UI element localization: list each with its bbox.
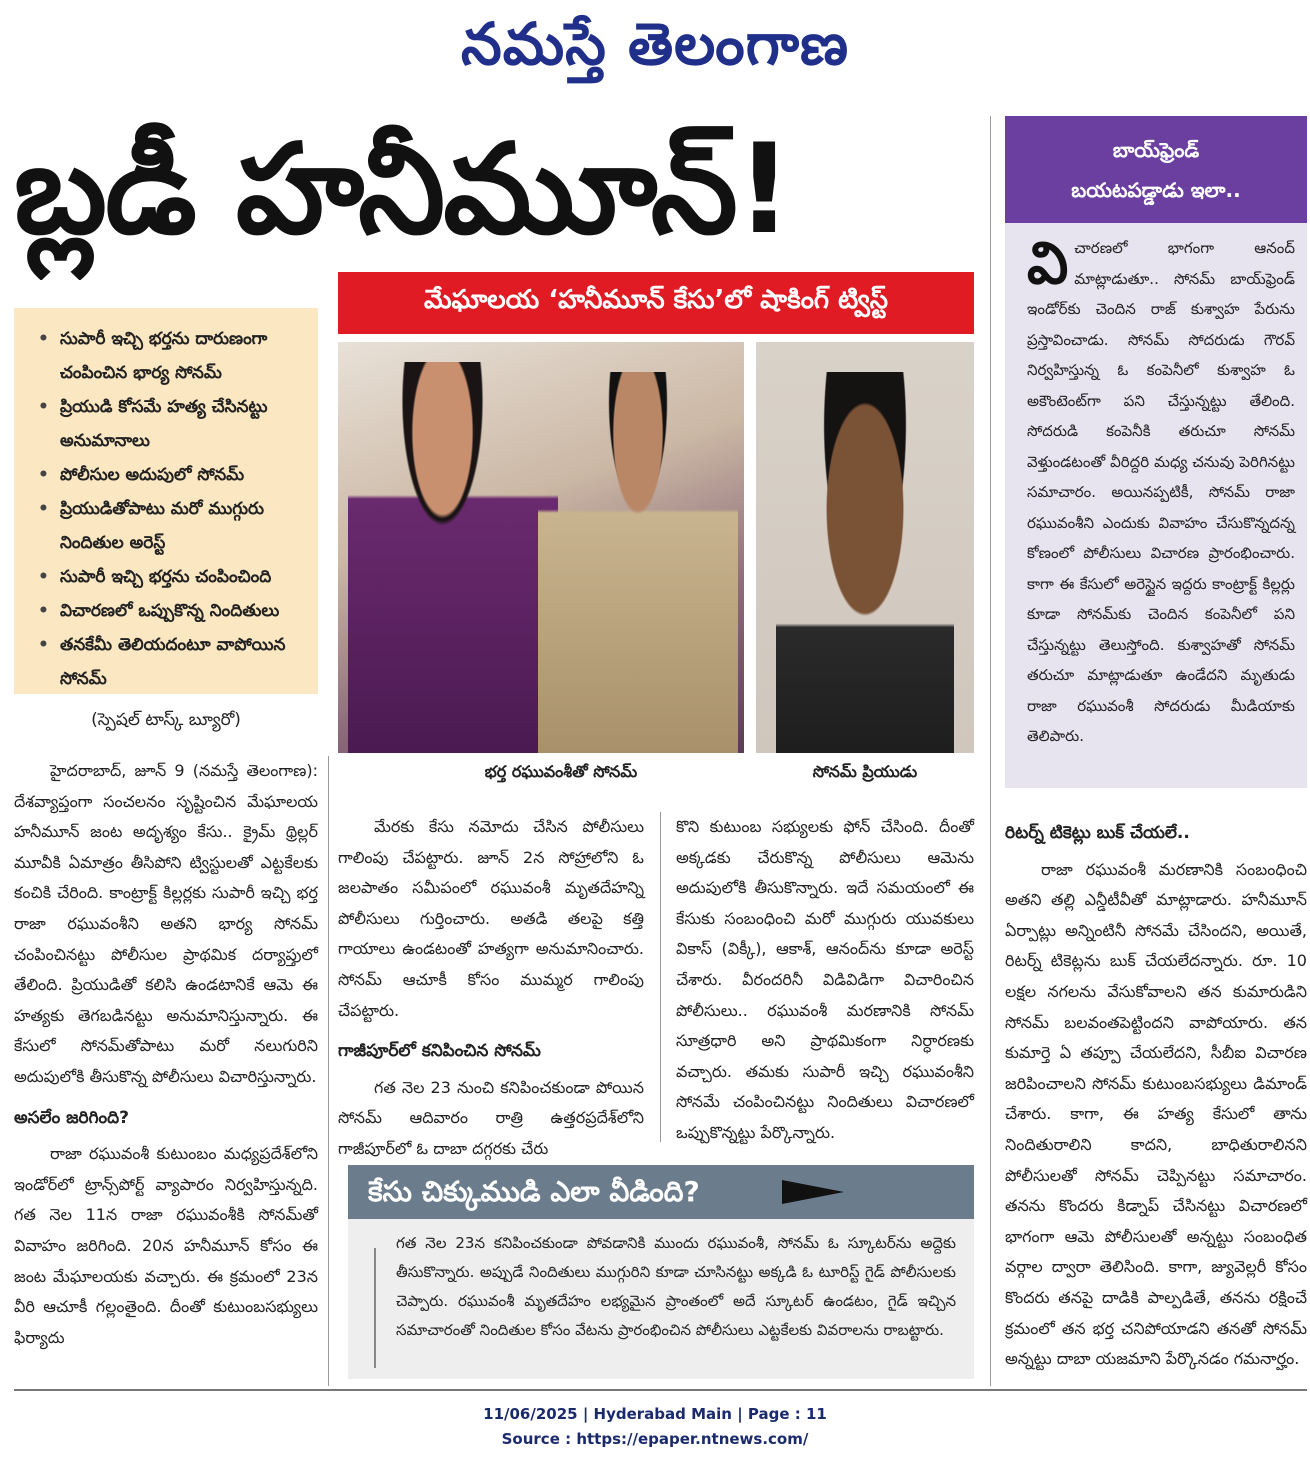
- column-divider: [660, 812, 661, 1142]
- couple-photo: [338, 342, 744, 753]
- photo2-caption: సోనమ్ ప్రియుడు: [812, 762, 918, 781]
- article-paragraph: రాజా రఘువంశీ కుటుంబం మధ్యప్రదేశ్‌లోని ఇండోర్‌లో ట్రాన్స్‌పోర్ట్ వ్యాపారం నిర్వహిస్తున్నది. గత నెల 11న రాజా రఘువంశీకి సోనమ్‌తో వివాహం జరిగింది. 20న హనీమూన్ కోసం ఈ జంట మేఘాలయకు వచ్చారు. ఈ క్రమంలో 23న వీరి ఆచూకీ గల్లంతైంది. దీంతో కుటుంబసభ్యులు ఫిర్యాదు: [14, 1144, 318, 1347]
- article-column-3: [676, 812, 974, 1142]
- highlight-item: • ప్రియుడితోపాటు మరో ముగ్గురు నిందితుల అరెస్ట్: [36, 492, 308, 560]
- red-banner-subheadline: మేఘాలయ ‘హనీమూన్ కేసు’లో షాకింగ్ ట్విస్ట్: [338, 272, 974, 334]
- section-subhead: గాజీపూర్‌లో కనిపించిన సోనమ్: [338, 1041, 541, 1062]
- section-subhead: అసలేం జరిగింది?: [14, 1107, 130, 1128]
- case-box-body: గత నెల 23న కనిపించకుండా పోవడానికి ముందు రఘువంశీ, సోనమ్ ఓ స్కూటర్‌ను అద్దెకు తీసుకొన్నారు. అప్పుడే నిందితులు ముగ్గురిని కూడా చూసినట్టు అక్కడి ఓ టూరిస్ట్ గైడ్ పోలీసులకు చెప్పారు. రఘువంశీ మృతదేహం లభ్యమైన ప్రాంతంలో అదే స్కూటర్ ఉండటం, గైడ్ ఇచ్చిన సమాచారంతో నిందితుల కోసం వేటను ప్రారంభించిన పోలీసులు ఎట్టకేలకు వివరాలను రాబట్టారు.: [348, 1219, 974, 1379]
- highlight-item: • సుపారీ ఇచ్చి భర్తను చంపించింది: [36, 560, 308, 594]
- footer-divider: [14, 1389, 1307, 1391]
- sidebox-title: [1005, 116, 1307, 223]
- article-paragraph: కొని కుటుంబ సభ్యులకు ఫోన్ చేసింది. దీంతో అక్కడకు చేరుకొన్న పోలీసులు ఆమెను అదుపులోకి తీసుకొన్నారు. ఇదే సమయంలో ఈ కేసుకు సంబంధించి మరో ముగ్గురు యువకులు వికాస్ (విక్కీ), ఆకాశ్, ఆనంద్‌ను కూడా అరెస్ట్ చేశారు. వీరందరినీ విడివిడిగా విచారించిన పోలీసులు.. రఘువంశీ మరణానికి సోనమ్ సూత్రధారి అని ప్రాథమికంగా నిర్ధారణకు వచ్చారు. తమకు సుపారీ ఇచ్చి రఘువంశీని సోనమే చంపించినట్టు నిందితులు విచారణలో ఒప్పుకొన్నట్టు పేర్కొన్నారు.: [676, 817, 974, 1142]
- newspaper-masthead: నమస్తే తెలంగాణ: [461, 10, 849, 78]
- main-headline: బ్లడీ హనీమూన్!: [14, 118, 791, 262]
- highlight-item: • సుపారీ ఇచ్చి భర్తను దారుణంగా చంపించిన భార్య సోనమ్: [36, 322, 308, 390]
- footer-edition-info: 11/06/2025 | Hyderabad Main | Page : 11: [483, 1405, 827, 1423]
- sidebox-text: చారణలో భాగంగా ఆనంద్ మాట్లాడుతూ.. సోనమ్ బాయ్‌ఫ్రెండ్ ఇండోర్‌కు చెందిన రాజ్ కుశ్వాహ పేరును ప్రస్తావించాడు. సోనమ్ సోదరుడు గౌరవ్ నిర్వహిస్తున్న ఓ కంపెనీలో కుశ్వాహ ఓ అకౌంటెంట్‌గా పని చేస్తున్నట్టు తేలింది. సోదరుడి కంపెనీకి తరుచూ సోనమ్ వెళ్తుండటంతో వీరిద్దరి మధ్య చనువు పెరిగినట్టు సమాచారం. అయినప్పటికీ, సోనమ్ రాజా రఘువంశీని ఎందుకు వివాహం చేసుకొన్నదన్న కోణంలో పోలీసులు విచారణ ప్రారంభించారు. కాగా ఈ కేసులో అరెస్టైన ఇద్దరు కాంట్రాక్ట్ కిల్లర్లు కూడా సోనమ్‌కు చెందిన కంపెనీలో పని చేస్తున్నట్టు తెలుస్తోంది. కుశ్వాహతో సోనమ్ తరుచూ మాట్లాడుతూ ఉండేదని మృతుడు రాజా రఘువంశీ సోదరుడు మీడియాకు తెలిపారు.: [1027, 239, 1295, 745]
- footer-source: Source : https://epaper.ntnews.com/: [501, 1430, 809, 1448]
- sidebox-title-line2: బయటపడ్డాడు ఇలా..: [1071, 178, 1241, 202]
- highlight-item: • విచారణలో ఒప్పుకొన్న నిందితులు: [36, 594, 308, 628]
- article-paragraph: హైదరాబాద్, జూన్ 9 (నమస్తే తెలంగాణ): దేశవ్యాప్తంగా సంచలనం సృష్టించిన మేఘాలయ హనీమూన్ జంట అదృశ్యం కేసు.. క్రైమ్ థ్రిల్లర్ మూవీకి ఏమాత్రం తీసిపోని ట్విస్టులతో ఎట్టకేలకు కంచికి చేరింది. కాంట్రాక్ట్ కిల్లర్లకు సుపారీ ఇచ్చి భర్త రాజా రఘువంశీని అతని భార్య సోనమ్ చంపించినట్టు పోలీసుల ప్రాథమిక దర్యాప్తులో తేలింది. ప్రియుడితో కలిసి ఉండటానికే ఆమె ఈ హత్యకు తెగబడినట్టు అనుమానిస్తున్నారు. ఈ కేసులో సోనమ్‌తోపాటు మరో నలుగురిని అదుపులోకి తీసుకొన్న పోలీసులు విచారిస్తున్నారు.: [14, 761, 318, 1086]
- case-box-title: కేసు చిక్కుముడి ఎలా వీడింది?: [348, 1165, 974, 1219]
- man-figure: [538, 372, 738, 753]
- article-paragraph: గత నెల 23 నుంచి కనిపించకుండా పోయిన సోనమ్ ఆదివారం రాత్రి ఉత్తరప్రదేశ్‌లోని గాజీపూర్‌లో ఓ దాబా దగ్గరకు చేరు: [338, 1077, 644, 1158]
- suspect-figure: [776, 372, 954, 753]
- case-box-rule: [374, 1248, 376, 1368]
- highlight-item: • పోలీసుల అదుపులో సోనమ్: [36, 458, 308, 492]
- highlight-item: • ప్రియుడి కోసమే హత్య చేసినట్టు అనుమానాలు: [36, 390, 308, 458]
- article-column-1: [14, 756, 318, 1386]
- column-divider: [328, 756, 329, 1386]
- suspect-photo: [756, 342, 974, 753]
- sidebox-body: [1005, 223, 1307, 788]
- dropcap: వి: [1027, 229, 1069, 297]
- article-paragraph: రాజా రఘువంశీ మరణానికి సంబంధించి అతని తల్లి ఎన్డీటీవీతో మాట్లాడారు. హనీమూన్ ఏర్పాట్లు అన్నింటినీ సోనమే చేసిందని, అయితే, రిటర్న్ టికెట్లను బుక్ చేయలేదన్నారు. రూ. 10 లక్షల నగలను వేసుకోవాలని తన కుమారుడిని సోనమ్ బలవంతపెట్టిందని వాపోయారు. తన కుమార్తె ఏ తప్పూ చేయలేదని, సీబీఐ విచారణ జరిపించాలని సోనమ్ కుటుంబసభ్యులు డిమాండ్ చేశారు. కాగా, ఈ హత్య కేసులో తాను నిందితురాలిని కాదని, బాధితురాలినని పోలీసులతో సోనమ్ చెప్పినట్టు సమాచారం. తనను కొందరు కిడ్నాప్ చేసినట్టు విచారణలో భాగంగా ఆమె పోలీసులతో అన్నట్టు సంబంధిత వర్గాల ద్వారా తెలిసింది. కాగా, జ్యువెల్లరీ కోసం కొందరు తనపై దాడికి పాల్పడితే, తనను రక్షించే క్రమంలో తన భర్త చనిపోయాడని తనతో సోనమ్ అన్నట్టు దాబా యజమాని పేర్కొనడం గమనార్హం.: [1005, 859, 1307, 1369]
- article-column-4: [1005, 808, 1307, 1386]
- article-column-2: [338, 812, 644, 1158]
- highlights-box: [14, 308, 318, 694]
- column-divider: [990, 116, 991, 1386]
- highlight-item: • తనకేమీ తెలియదంటూ వాపోయిన సోనమ్: [36, 628, 308, 696]
- byline: (స్పెషల్ టాస్క్ బ్యూరో): [91, 710, 241, 730]
- arrow-icon: [782, 1180, 844, 1204]
- photo1-caption: భర్త రఘువంశీతో సోనమ్: [484, 762, 638, 781]
- woman-figure: [348, 362, 558, 753]
- section-subhead: రిటర్న్ టికెట్లు బుక్ చేయలే..: [1005, 823, 1190, 843]
- sidebox-title-line1: బాయ్‌ఫ్రెండ్: [1112, 138, 1200, 162]
- article-paragraph: మేరకు కేసు నమోదు చేసిన పోలీసులు గాలింపు చేపట్టారు. జూన్ 2న సోహ్రాలోని ఓ జలపాతం సమీపంలో రఘువంశీ మృతదేహన్ని పోలీసులు గుర్తించారు. అతడి తలపై కత్తి గాయాలు ఉండటంతో హత్యగా అనుమానించారు. సోనమ్ ఆచూకీ కోసం ముమ్మర గాలింపు చేపట్టారు.: [338, 817, 644, 1020]
